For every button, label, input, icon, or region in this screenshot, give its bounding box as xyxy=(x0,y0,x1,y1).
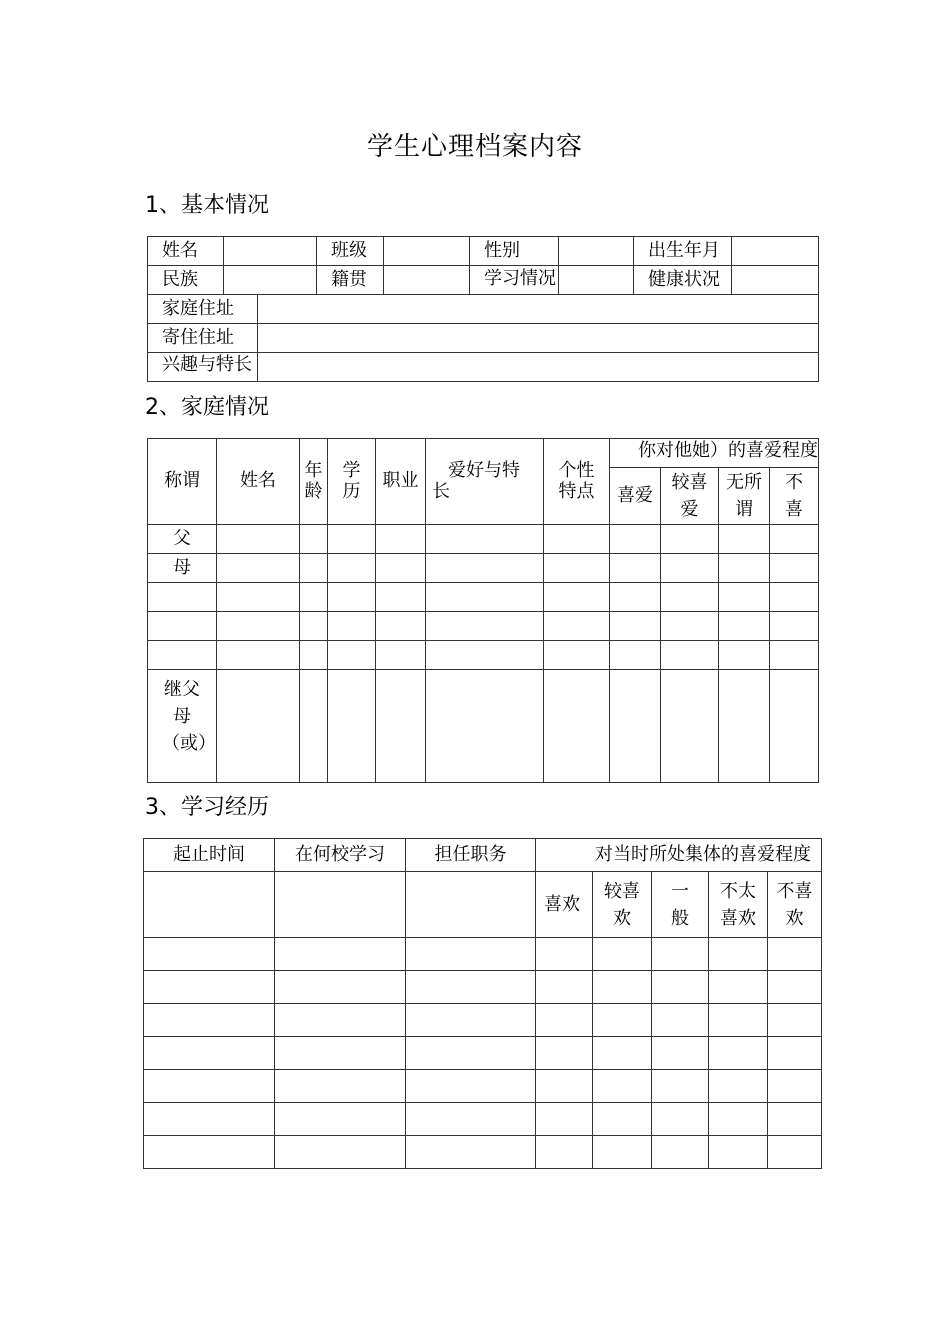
header-position: 担任职务 xyxy=(406,839,536,872)
cell[interactable] xyxy=(328,583,376,612)
section-study-heading: 3、学习经历 xyxy=(145,795,269,820)
table-row xyxy=(144,938,822,971)
cell[interactable] xyxy=(275,1136,406,1169)
value-lodging-address[interactable] xyxy=(258,324,819,353)
cell[interactable] xyxy=(661,641,719,670)
header-fondness: 对当时所处集体的喜爱程度 xyxy=(536,839,822,872)
cell[interactable] xyxy=(610,670,661,783)
cell[interactable] xyxy=(406,971,536,1004)
cell[interactable] xyxy=(217,554,300,583)
cell[interactable] xyxy=(652,938,709,971)
cell[interactable] xyxy=(376,641,426,670)
row-relation: 父 xyxy=(148,525,217,554)
cell[interactable] xyxy=(275,1070,406,1103)
cell[interactable] xyxy=(217,583,300,612)
label-ethnic: 民族 xyxy=(148,266,224,295)
table-row xyxy=(148,583,819,612)
cell[interactable] xyxy=(328,525,376,554)
header-relation: 称谓 xyxy=(148,439,217,525)
cell[interactable] xyxy=(217,612,300,641)
cell[interactable] xyxy=(709,1136,768,1169)
cell[interactable] xyxy=(544,641,610,670)
header-like: 喜欢 xyxy=(536,872,593,938)
cell[interactable] xyxy=(610,612,661,641)
cell[interactable] xyxy=(376,670,426,783)
cell[interactable] xyxy=(768,1136,822,1169)
label-origin: 籍贯 xyxy=(317,266,384,295)
cell[interactable] xyxy=(406,1070,536,1103)
table-row xyxy=(144,1070,822,1103)
value-health[interactable] xyxy=(732,266,819,295)
cell[interactable] xyxy=(768,1037,822,1070)
cell[interactable] xyxy=(768,971,822,1004)
header-education: 学历 xyxy=(328,439,376,525)
cell[interactable] xyxy=(144,938,275,971)
cell[interactable] xyxy=(300,525,328,554)
cell[interactable] xyxy=(275,1004,406,1037)
label-name: 姓名 xyxy=(148,237,224,266)
header-fondness: 你对他她）的喜爱程度 xyxy=(638,440,818,461)
header-personality: 个性特点 xyxy=(544,439,610,525)
cell[interactable] xyxy=(406,938,536,971)
cell[interactable] xyxy=(593,1004,652,1037)
value-origin[interactable] xyxy=(384,266,470,295)
cell[interactable] xyxy=(536,1103,593,1136)
section-family-heading: 2、家庭情况 xyxy=(145,395,269,420)
cell[interactable] xyxy=(768,938,822,971)
cell[interactable] xyxy=(300,554,328,583)
cell[interactable] xyxy=(719,641,770,670)
cell[interactable] xyxy=(544,583,610,612)
cell[interactable] xyxy=(770,670,819,783)
section-basic-heading: 1、基本情况 xyxy=(145,193,269,218)
cell[interactable] xyxy=(328,612,376,641)
cell[interactable] xyxy=(144,1037,275,1070)
cell[interactable] xyxy=(217,525,300,554)
cell[interactable] xyxy=(406,1004,536,1037)
cell[interactable] xyxy=(544,554,610,583)
cell[interactable] xyxy=(536,1136,593,1169)
cell[interactable] xyxy=(536,1004,593,1037)
cell[interactable] xyxy=(536,1037,593,1070)
cell[interactable] xyxy=(709,1004,768,1037)
value-class[interactable] xyxy=(384,237,470,266)
header-school: 在何校学习 xyxy=(275,839,406,872)
value-gender[interactable] xyxy=(559,237,634,266)
cell[interactable] xyxy=(426,670,544,783)
family-table xyxy=(147,438,819,783)
table-row xyxy=(148,641,819,670)
header-name: 姓名 xyxy=(217,439,300,525)
cell[interactable] xyxy=(770,554,819,583)
table-row xyxy=(148,525,819,554)
cell[interactable] xyxy=(300,583,328,612)
cell[interactable] xyxy=(652,1070,709,1103)
cell[interactable] xyxy=(300,612,328,641)
cell[interactable] xyxy=(300,641,328,670)
value-ethnic[interactable] xyxy=(224,266,317,295)
label-birth: 出生年月 xyxy=(634,237,732,266)
basic-info-table xyxy=(147,236,819,382)
cell[interactable] xyxy=(661,670,719,783)
header-period: 起止时间 xyxy=(144,839,275,872)
cell[interactable] xyxy=(217,670,300,783)
cell[interactable] xyxy=(709,1070,768,1103)
header-dislike: 不喜欢 xyxy=(768,872,822,938)
label-study-status: 学习情况 xyxy=(484,268,556,289)
cell[interactable] xyxy=(661,583,719,612)
header-dislike: 不喜 xyxy=(770,468,819,525)
cell[interactable] xyxy=(652,971,709,1004)
label-health: 健康状况 xyxy=(634,266,732,295)
label-lodging-address: 寄住住址 xyxy=(148,324,258,353)
label-home-address: 家庭住址 xyxy=(148,295,258,324)
cell[interactable] xyxy=(770,612,819,641)
cell[interactable] xyxy=(406,1037,536,1070)
cell[interactable] xyxy=(144,1070,275,1103)
row-relation[interactable] xyxy=(148,641,217,670)
cell[interactable] xyxy=(275,971,406,1004)
cell[interactable] xyxy=(709,938,768,971)
cell[interactable] xyxy=(426,554,544,583)
cell[interactable] xyxy=(536,938,593,971)
cell[interactable] xyxy=(426,525,544,554)
cell[interactable] xyxy=(661,525,719,554)
cell[interactable] xyxy=(406,1103,536,1136)
header-like: 喜爱 xyxy=(610,468,661,525)
cell[interactable] xyxy=(593,1136,652,1169)
cell[interactable] xyxy=(536,1070,593,1103)
value-interests[interactable] xyxy=(258,353,819,382)
cell[interactable] xyxy=(768,1103,822,1136)
table-row xyxy=(144,1037,822,1070)
value-birth[interactable] xyxy=(732,237,819,266)
cell[interactable] xyxy=(719,583,770,612)
cell[interactable] xyxy=(144,872,275,938)
header-not-much: 不太喜欢 xyxy=(709,872,768,938)
study-table xyxy=(143,838,822,1169)
label-class: 班级 xyxy=(317,237,384,266)
cell[interactable] xyxy=(719,525,770,554)
cell[interactable] xyxy=(709,971,768,1004)
cell[interactable] xyxy=(275,938,406,971)
cell[interactable] xyxy=(328,670,376,783)
cell[interactable] xyxy=(709,1103,768,1136)
cell[interactable] xyxy=(709,1037,768,1070)
cell[interactable] xyxy=(593,1070,652,1103)
table-row xyxy=(148,670,819,783)
cell[interactable] xyxy=(376,554,426,583)
cell[interactable] xyxy=(544,670,610,783)
cell[interactable] xyxy=(610,641,661,670)
cell[interactable] xyxy=(652,1103,709,1136)
cell[interactable] xyxy=(770,641,819,670)
cell[interactable] xyxy=(544,612,610,641)
cell[interactable] xyxy=(661,554,719,583)
value-name[interactable] xyxy=(224,237,317,266)
header-like-more: 较喜爱 xyxy=(661,468,719,525)
cell[interactable] xyxy=(275,1037,406,1070)
cell[interactable] xyxy=(144,1004,275,1037)
cell[interactable] xyxy=(376,612,426,641)
label-interests: 兴趣与特长 xyxy=(162,354,252,375)
row-relation: 母 xyxy=(148,554,217,583)
cell[interactable] xyxy=(144,1136,275,1169)
row-relation-step: 继父母（或） xyxy=(148,670,217,783)
page-title: 学生心理档案内容 xyxy=(366,132,583,162)
row-relation[interactable] xyxy=(148,612,217,641)
row-relation[interactable] xyxy=(148,583,217,612)
header-indifferent: 无所谓 xyxy=(719,468,770,525)
cell[interactable] xyxy=(376,525,426,554)
cell[interactable] xyxy=(275,872,406,938)
cell[interactable] xyxy=(770,583,819,612)
table-row xyxy=(148,612,819,641)
cell[interactable] xyxy=(426,583,544,612)
cell[interactable] xyxy=(652,1037,709,1070)
value-study-status[interactable] xyxy=(559,266,634,295)
cell[interactable] xyxy=(593,938,652,971)
cell[interactable] xyxy=(652,1004,709,1037)
cell[interactable] xyxy=(406,872,536,938)
table-row xyxy=(144,1136,822,1169)
cell[interactable] xyxy=(652,1136,709,1169)
cell[interactable] xyxy=(328,641,376,670)
cell[interactable] xyxy=(300,670,328,783)
cell[interactable] xyxy=(328,554,376,583)
header-normal: 一般 xyxy=(652,872,709,938)
cell[interactable] xyxy=(406,1136,536,1169)
cell[interactable] xyxy=(719,612,770,641)
cell[interactable] xyxy=(426,612,544,641)
table-row xyxy=(144,1103,822,1136)
cell[interactable] xyxy=(610,554,661,583)
cell[interactable] xyxy=(593,1103,652,1136)
table-row xyxy=(144,1004,822,1037)
cell[interactable] xyxy=(770,525,819,554)
cell[interactable] xyxy=(376,583,426,612)
cell[interactable] xyxy=(426,641,544,670)
table-row xyxy=(148,554,819,583)
cell[interactable] xyxy=(610,525,661,554)
cell[interactable] xyxy=(217,641,300,670)
cell[interactable] xyxy=(768,1070,822,1103)
cell[interactable] xyxy=(536,971,593,1004)
header-job: 职业 xyxy=(376,439,426,525)
header-age: 年龄 xyxy=(300,439,328,525)
cell[interactable] xyxy=(768,1004,822,1037)
cell[interactable] xyxy=(719,554,770,583)
header-hobby: 爱好与特长 xyxy=(426,439,544,525)
cell[interactable] xyxy=(661,612,719,641)
cell[interactable] xyxy=(593,1037,652,1070)
header-like-more: 较喜欢 xyxy=(593,872,652,938)
value-home-address[interactable] xyxy=(258,295,819,324)
cell[interactable] xyxy=(610,583,661,612)
table-row xyxy=(144,971,822,1004)
cell[interactable] xyxy=(719,670,770,783)
cell[interactable] xyxy=(275,1103,406,1136)
cell[interactable] xyxy=(144,971,275,1004)
label-gender: 性别 xyxy=(470,237,559,266)
cell[interactable] xyxy=(593,971,652,1004)
cell[interactable] xyxy=(144,1103,275,1136)
cell[interactable] xyxy=(544,525,610,554)
